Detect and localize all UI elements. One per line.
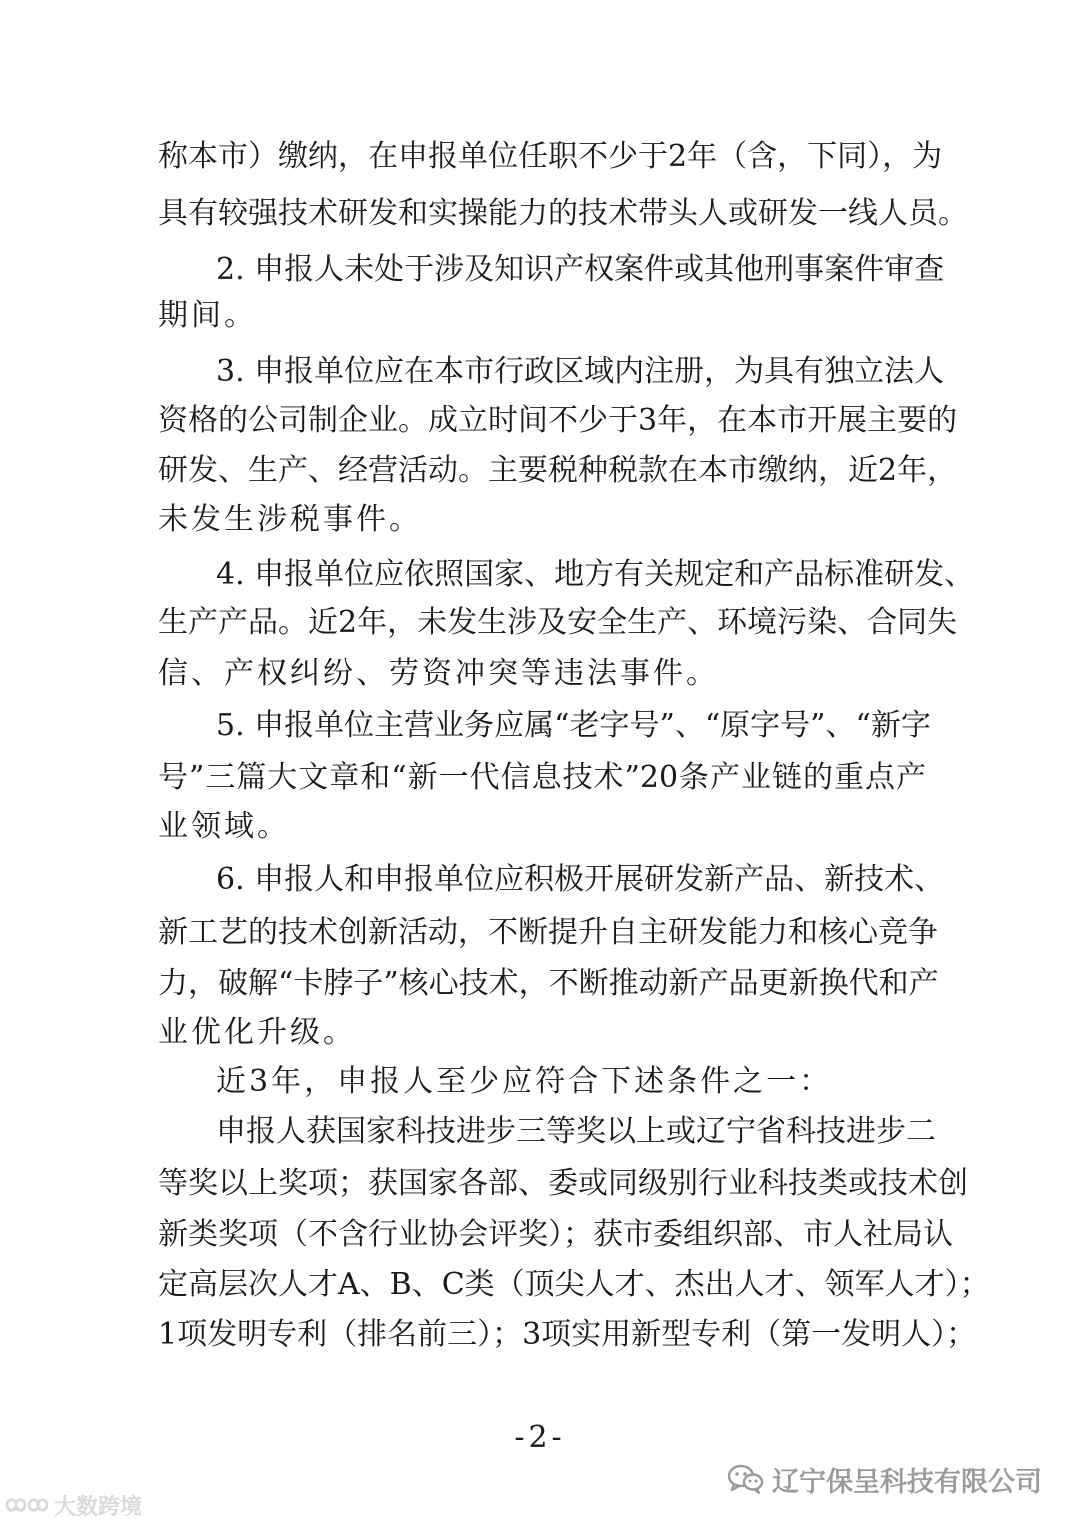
text-line: 期间。 <box>158 298 257 333</box>
text-line: 4. 申报单位应依照国家、地方有关规定和产品标准研发、 <box>216 557 975 592</box>
text-line: 研发、生产、经营活动。主要税种税款在本市缴纳，近2年， <box>158 453 958 488</box>
text-line: 近3年，申报人至少应符合下述条件之一： <box>216 1064 833 1099</box>
infinity-logo-icon <box>4 1493 50 1517</box>
text-line: 业领域。 <box>158 809 290 844</box>
text-line: 生产产品。近2年，未发生涉及安全生产、环境污染、合同失 <box>158 605 958 640</box>
watermark-brand-name: 大数跨境 <box>54 1494 143 1520</box>
text-line: 1项发明专利（排名前三）；3项实用新型专利（第一发明人）； <box>158 1317 977 1352</box>
source-watermark <box>726 1452 1042 1506</box>
text-line: 5. 申报单位主营业务应属“老字号”、“原字号”、“新字 <box>216 708 931 743</box>
text-line: 信、产权纠纷、劳资冲突等违法事件。 <box>158 656 719 691</box>
text-line: 称本市）缴纳，在申报单位任职不少于2年（含，下同），为 <box>158 139 943 174</box>
page-number: -2- <box>514 1420 566 1455</box>
text-line: 新工艺的技术创新活动，不断提升自主研发能力和核心竞争 <box>158 915 938 950</box>
text-line: 力，破解“卡脖子”核心技术，不断推动新产品更新换代和产 <box>158 966 939 1001</box>
text-line: 等奖以上奖项；获国家各部、委或同级别行业科技类或技术创 <box>158 1166 968 1201</box>
corner-watermark <box>4 1488 142 1522</box>
text-line: 未发生涉税事件。 <box>158 502 422 537</box>
text-line: 号”三篇大文章和“新一代信息技术”20条产业链的重点产 <box>158 760 926 795</box>
wechat-icon <box>726 1463 764 1495</box>
text-line: 6. 申报人和申报单位应积极开展研发新产品、新技术、 <box>216 862 945 897</box>
text-line: 定高层次人才A、B、C类（顶尖人才、杰出人才、领军人才）； <box>158 1267 990 1302</box>
watermark-company-name: 辽宁保呈科技有限公司 <box>772 1466 1042 1498</box>
text-line: 业优化升级。 <box>158 1015 356 1050</box>
text-line: 具有较强技术研发和实操能力的技术带头人或研发一线人员。 <box>158 196 968 231</box>
text-line: 新类奖项（不含行业协会评奖）；获市委组织部、市人社局认 <box>158 1217 953 1252</box>
text-line: 3. 申报单位应在本市行政区域内注册，为具有独立法人 <box>216 354 945 389</box>
text-line: 申报人获国家科技进步三等奖以上或辽宁省科技进步二 <box>216 1114 936 1149</box>
text-line: 资格的公司制企业。成立时间不少于3年，在本市开展主要的 <box>158 403 958 438</box>
text-line: 2. 申报人未处于涉及知识产权案件或其他刑事案件审查 <box>216 252 945 287</box>
